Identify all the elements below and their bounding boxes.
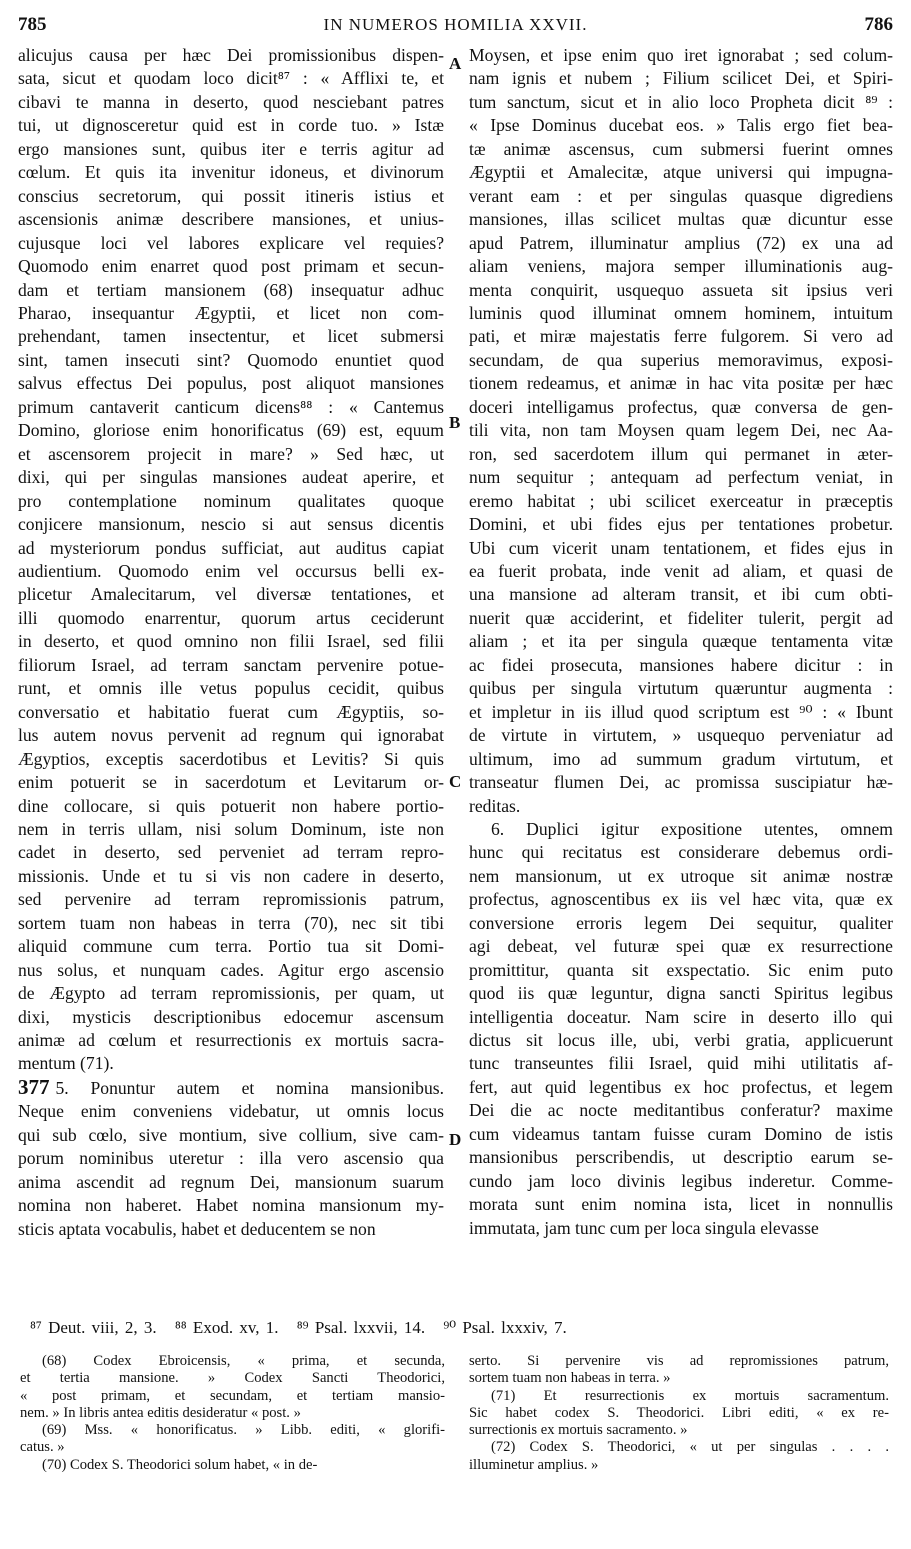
text-line: Domino, gloriose enim honorificatus (69) est, equum bbox=[18, 420, 444, 441]
text-line: apud Patrem, illuminatur amplius (72) ex una ad bbox=[469, 232, 893, 253]
text-line: doceri intelligamus profectus, quæ conversa de gen- bbox=[469, 396, 893, 417]
text-line: porum nominibus uteretur : illa vero ascensio qua bbox=[18, 1148, 444, 1169]
text-line: dixi, mysticis descriptionibus edocemur ascensum bbox=[18, 1006, 444, 1027]
text-line: Ubi cum vicerit unam tentationem, et fides ejus in bbox=[469, 537, 893, 558]
text-line: mansionibus perscribendis, ut descriptio earum se- bbox=[469, 1147, 893, 1168]
text-line: tæ animæ ascensus, cum submersi fuerint omnes bbox=[469, 138, 893, 159]
text-line: ea fuerit probata, inde venit ad aliam, et quasi de bbox=[469, 560, 893, 581]
text-line: reditas. bbox=[469, 795, 521, 816]
text-line: ascensionis animæ describere mansiones, et unius- bbox=[18, 209, 444, 230]
text-line: nomina non haberet. Habet nomina mansionum my- bbox=[18, 1195, 444, 1216]
text-line: Ægyptii et Amalecitæ, atque universi qui impugna- bbox=[469, 162, 893, 183]
text-line: plicetur Amalecitarum, vel diversæ tentationes, et bbox=[18, 584, 444, 605]
text-line: Dei die ac nocte meditantibus conferatur? maxime bbox=[469, 1100, 893, 1121]
text-line: Ægyptios, exceptis sacerdotibus et Levitis? Si quis bbox=[18, 748, 444, 769]
text-line: nem mansionum, ut ex utroque sit animæ nostræ bbox=[469, 865, 893, 886]
text-line: verant eam : et per singulas quasque digrediens bbox=[469, 185, 893, 206]
text-line: cadet in deserto, sed perveniet ad terram repro- bbox=[18, 842, 444, 863]
text-line: dictus sit locus ille, ubi, verbi gratia, applicuerunt bbox=[469, 1030, 893, 1051]
text-line: anima ascendit ad regnum Dei, mansionum suarum bbox=[18, 1171, 444, 1192]
text-line: conversatio et habitatio fuerat cum Ægyptiis, so- bbox=[18, 701, 444, 722]
scripture-ref: ⁸⁹ Psal. lxxvii, 14. bbox=[296, 1318, 426, 1337]
text-line: transeatur flumen Dei, ac promissa suscipiatur hæ- bbox=[469, 772, 893, 793]
text-line: tui, ut dignosceretur quid est in corde tuo. » Istæ bbox=[18, 115, 444, 136]
text-line: quod iis quæ leguntur, digna sancti Spiritus legibus bbox=[469, 983, 893, 1004]
text-line: dixi, qui per singulas mansiones audeat aperire, et bbox=[18, 467, 444, 488]
text-line bbox=[18, 1076, 444, 1100]
scripture-ref: ⁸⁸ Exod. xv, 1. bbox=[174, 1318, 279, 1337]
text-line: tum sanctum, sicut et in alio loco Propheta dicit ⁸⁹ : bbox=[469, 91, 893, 112]
text-line: ac fidei prosecuta, mansiones habere dicitur : in bbox=[469, 654, 893, 675]
text-line: ron, sed sacerdotem illum qui permanet in æter- bbox=[469, 443, 893, 464]
left-column-text bbox=[18, 44, 444, 1241]
footnote-line: illuminetur amplius. » bbox=[469, 1456, 599, 1473]
footnote-line: (71) Et resurrectionis ex mortuis sacramentum. bbox=[491, 1387, 889, 1404]
text-line: filiorum Israel, ad terram sanctam pervenire potue- bbox=[18, 654, 444, 675]
text-line: ad mysteriorum pondus sufficiat, aut auditus capiat bbox=[18, 537, 444, 558]
scripture-ref: ⁹⁰ Psal. lxxxiv, 7. bbox=[443, 1318, 567, 1337]
text-line: qui sub cœlo, sive montium, sive collium, sive cam- bbox=[18, 1124, 444, 1145]
text-line: in deserto, et quod omnino non filii Israel, sed filii bbox=[18, 631, 444, 652]
text-line: mansiones, illas scilicet multas quæ dicuntur esse bbox=[469, 209, 893, 230]
footnote-line: surrectionis ex mortuis sacramento. » bbox=[469, 1422, 688, 1439]
text-line: et impletur in iis illud quod scriptum est ⁹⁰ : « Ibunt bbox=[469, 701, 893, 722]
footnote-line: et tertia mansione. » Codex Sancti Theodorici, bbox=[20, 1370, 445, 1387]
text-line: salvus effectus Dei populus, post aliquot mansiones bbox=[18, 373, 444, 394]
text-line: una mansione ad alteram transit, et ibi cum obti- bbox=[469, 584, 893, 605]
text-line: missionis. Unde et tu si vis non cadere in deserto, bbox=[18, 865, 444, 886]
text-line: pro contemplatione nominum qualitates quoque bbox=[18, 490, 444, 511]
text-line: luminis quod illuminat omnem hominem, intuitum bbox=[469, 302, 893, 323]
footnote-line: « post primam, et secundam, et tertiam mansio- bbox=[20, 1387, 445, 1404]
text-line: quibus per singula virtutum quæruntur augmenta : bbox=[469, 678, 893, 699]
text-line: secundam, de qua superius memoravimus, exposi- bbox=[469, 349, 893, 370]
footnote-line: catus. » bbox=[20, 1439, 65, 1456]
text-line: cum videamus tantam fuisse curam Domino de istis bbox=[469, 1123, 893, 1144]
page-header bbox=[18, 14, 893, 42]
text-line: et ascensorem projecit in mare? » Sed hæc, ut bbox=[18, 443, 444, 464]
margin-letter-d: D bbox=[449, 1130, 462, 1149]
margin-letter-a: A bbox=[449, 54, 462, 73]
text-line: de Ægypto ad terram repromissionis, per quam, ut bbox=[18, 983, 444, 1004]
page-number-left: 785 bbox=[18, 14, 47, 35]
text-line: dine collocare, si quis potuerit non habere portio- bbox=[18, 795, 444, 816]
right-column-text bbox=[469, 44, 893, 1240]
margin-letter-b: B bbox=[449, 413, 461, 432]
text-line: ergo mansiones sunt, quibus iter e terris agitur ad bbox=[18, 138, 444, 159]
page-number-right: 786 bbox=[864, 14, 893, 35]
footnotes-left bbox=[20, 1353, 445, 1474]
text-line: eremo habitat ; ubi scilicet exerceatur in præceptis bbox=[469, 490, 893, 511]
text-line: cujusque loci vel labores explicare vel requies? bbox=[18, 232, 444, 253]
text-line: cundo jam loco divinis legibus inderetur. Comme- bbox=[469, 1170, 893, 1191]
text-line: tili vita, non tam Moysen quam legem Dei, nec Aa- bbox=[469, 420, 893, 441]
footnote-line: (68) Codex Ebroicensis, « prima, et secunda, bbox=[42, 1353, 445, 1369]
text-line: animæ ad cœlum et resurrectionis ex mortuis sacra- bbox=[18, 1030, 444, 1051]
text-line: enim potuerit se in sacerdotum et Levitarum or- bbox=[18, 772, 444, 793]
text-line: dam et tertiam mansionem (68) insequatur adhuc bbox=[18, 279, 444, 300]
text-line: Domini, et ubi fides ejus per tentationes probetur. bbox=[469, 514, 893, 535]
text-line: nam ignis et nubem ; Filium scilicet Dei, et Spiri- bbox=[469, 68, 893, 89]
footnote-line: Sic habet codex S. Theodorici. Libri editi, « ex re- bbox=[469, 1404, 889, 1421]
text-line: nuerit quæ acciderint, et fideliter tulerit, pergit ad bbox=[469, 607, 893, 628]
text-line: Moysen, et ipse enim quo iret ignorabat ; sed colum- bbox=[469, 45, 893, 65]
footnote-line: (70) Codex S. Theodorici solum habet, « in de- bbox=[42, 1456, 318, 1473]
text-line: aliam ; et ita per singula quæque tentamenta vitæ bbox=[469, 631, 893, 652]
text-line: sed pervenire ad terram repromissionis patrum, bbox=[18, 889, 444, 910]
text-line: nem in terris ullam, nisi solum Dominum, iste non bbox=[18, 818, 444, 839]
text-line: agi debeat, vel futuræ spei quæ ex resurrectione bbox=[469, 936, 893, 957]
text-line: menta conquirit, usquequo assueta sit ipsius veri bbox=[469, 279, 893, 300]
text-line: profectus, agnoscentibus ex iis vel hæc vita, quæ ex bbox=[469, 889, 893, 910]
line-text: 5. Ponuntur autem et nomina mansionibus. bbox=[55, 1077, 444, 1098]
text-line: lus autem novus pervenit ad regnum qui ignorabat bbox=[18, 725, 444, 746]
text-line: promittitur, quanta sit exspectatio. Sic enim puto bbox=[469, 959, 893, 980]
footnote-line: sortem tuam non habeas in terra. » bbox=[469, 1370, 671, 1387]
text-line: mentum (71). bbox=[18, 1053, 114, 1074]
text-line: de virtute in virtutem, » usquequo perveniatur ad bbox=[469, 725, 893, 746]
footnote-line: (72) Codex S. Theodorici, « ut per singulas . . . . bbox=[491, 1439, 889, 1456]
text-line: sortem tuam non habeas in terra (70), nec sit tibi bbox=[18, 912, 444, 933]
text-line: runt, et omnis ille vetus populus cecidit, quibus bbox=[18, 678, 444, 699]
text-line: « Ipse Dominus ducebat eos. » Talis ergo fiet bea- bbox=[469, 115, 893, 136]
text-line: aliquid commune cum terra. Portio tua sit Domi- bbox=[18, 936, 444, 957]
text-line: nus solus, et nunquam cades. Agitur ergo ascensio bbox=[18, 959, 444, 980]
footnote-line: nem. » In libris antea editis desideratur « post. » bbox=[20, 1404, 301, 1421]
footnotes-right bbox=[469, 1353, 889, 1474]
footnote-line: serto. Si pervenire vis ad repromissiones patrum, bbox=[469, 1353, 889, 1369]
text-line: aliam veniens, majora semper illuminationis aug- bbox=[469, 256, 893, 277]
text-line: audientium. Quomodo enim vel occursus belli ex- bbox=[18, 560, 444, 581]
page-marker: 377 bbox=[18, 1075, 50, 1099]
text-line: sint, tamen insecuti sint? Quomodo enuntiet quod bbox=[18, 349, 444, 370]
text-line: alicujus causa per hæc Dei promissionibus dispen- bbox=[18, 45, 444, 65]
text-line: tionem redeamus, et animæ in hac vita positæ per hæc bbox=[469, 373, 893, 394]
text-line: sticis aptata vocabulis, habet et deducentem se non bbox=[18, 1218, 376, 1239]
text-line: tunc transeuntes filii Israel, quid mihi utilitatis af- bbox=[469, 1053, 893, 1074]
text-line: conjicere mansionum, nescio si aut sensus dicentis bbox=[18, 514, 444, 535]
text-line: cœlum. Et quis ita invenitur idoneus, et divinorum bbox=[18, 162, 444, 183]
text-line: primum cantaverit canticum dicens⁸⁸ : « Cantemus bbox=[18, 396, 444, 417]
text-line: conscius secretorum, qui possit itineris istius et bbox=[18, 185, 444, 206]
text-line: 6. Duplici igitur expositione utentes, omnem bbox=[491, 818, 893, 839]
text-line: num sequitur ; antequam ad perfectum veniat, in bbox=[469, 467, 893, 488]
text-line: intelligentia doceatur. Nam scire in deserto illo qui bbox=[469, 1006, 893, 1027]
scripture-ref: ⁸⁷ Deut. viii, 2, 3. bbox=[30, 1318, 157, 1337]
text-line: prehendant, tamen insectentur, et licet submersi bbox=[18, 326, 444, 347]
text-line: Quomodo enim enarret quod post primam et secun- bbox=[18, 256, 444, 277]
footnote-line: (69) Mss. « honorificatus. » Libb. editi, « glorifi- bbox=[42, 1422, 445, 1439]
text-line: immutata, jam tunc cum per loca singula elevasse bbox=[469, 1217, 819, 1238]
text-line: morata sunt enim nomina ista, licet in nonnullis bbox=[469, 1194, 893, 1215]
running-title: IN NUMEROS HOMILIA XXVII. bbox=[323, 15, 588, 34]
text-line: conversione erroris legem Dei sequitur, qualiter bbox=[469, 912, 893, 933]
text-line: hunc qui recitatus est considerare debemus ordi- bbox=[469, 842, 893, 863]
text-line: Neque enim conveniens videbatur, ut omnis locus bbox=[18, 1101, 444, 1122]
text-line: ultimum, imo ad summum gradum virtutum, et bbox=[469, 748, 893, 769]
text-line: pati, et miræ majestatis ferre fulgorem. Si vero ad bbox=[469, 326, 893, 347]
text-line: illi quomodo enarrentur, quorum artus ceciderunt bbox=[18, 607, 444, 628]
text-line: sata, sicut et quodam loco dicit⁸⁷ : « Afflixi te, et bbox=[18, 68, 444, 89]
text-line: Pharao, insequantur Ægyptii, et licet non com- bbox=[18, 302, 444, 323]
margin-letter-c: C bbox=[449, 772, 462, 791]
text-line: cibavi te manna in deserto, quod nesciebant patres bbox=[18, 91, 444, 112]
scripture-references bbox=[30, 1318, 579, 1338]
text-line: fert, aut quid legentibus ex hoc profectus, et legem bbox=[469, 1076, 893, 1097]
